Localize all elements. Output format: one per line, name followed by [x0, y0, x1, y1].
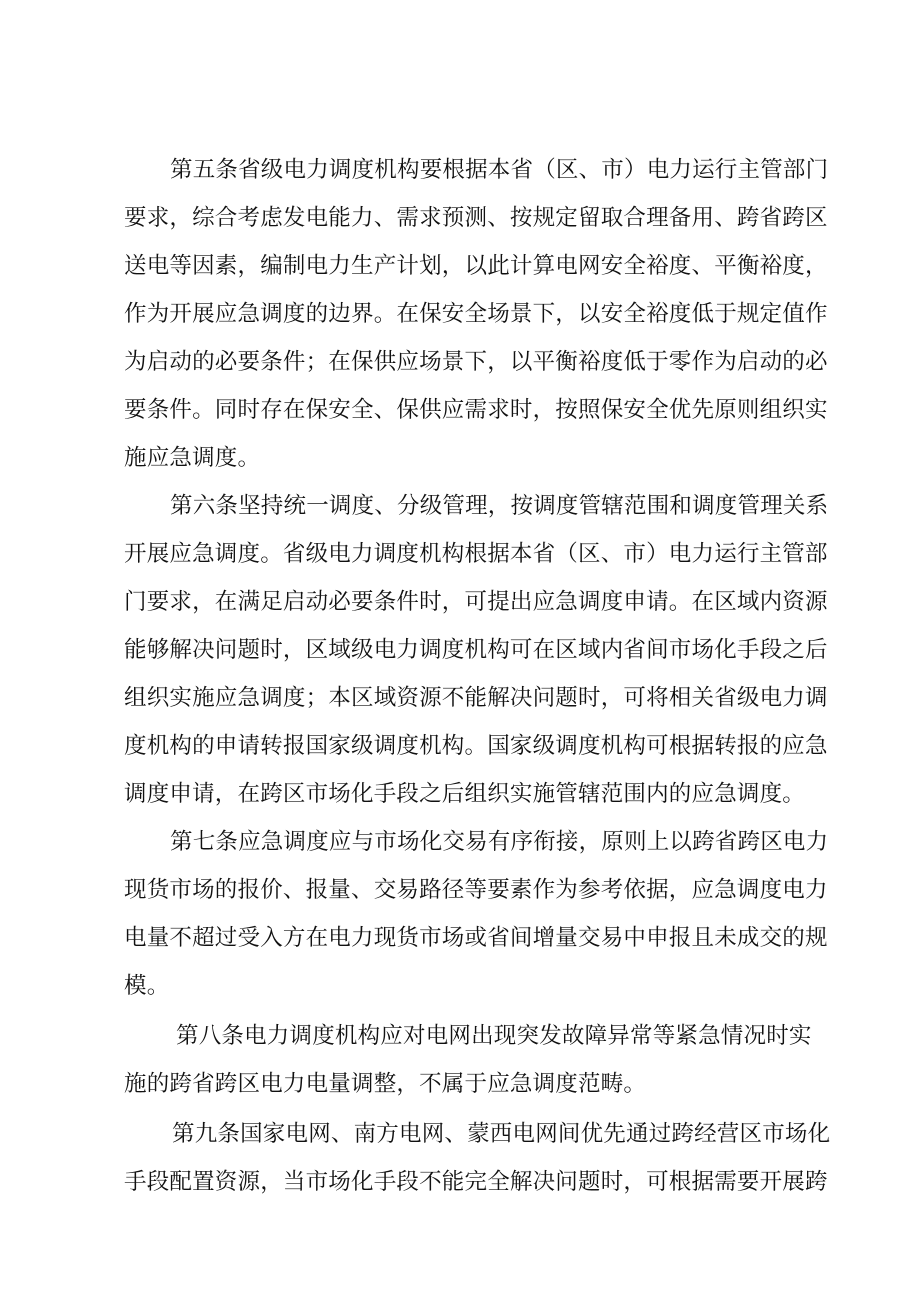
text-line: 组织实施应急调度；本区域资源不能解决问题时，可将相关省级电力调	[124, 685, 828, 711]
text-line: 第六条坚持统一调度、分级管理，按调度管辖范围和调度管理关系	[170, 493, 829, 519]
text-line: 能够解决问题时，区域级电力调度机构可在区域内省间市场化手段之后	[124, 637, 828, 663]
text-line: 开展应急调度。省级电力调度机构根据本省（区、市）电力运行主管部	[124, 541, 828, 567]
text-line: 第九条国家电网、南方电网、蒙西电网间优先通过跨经营区市场化	[172, 1121, 831, 1147]
text-line: 电量不超过受入方在电力现货市场或省间增量交易中申报且未成交的规	[124, 925, 828, 951]
text-line: 要求，综合考虑发电能力、需求预测、按规定留取合理备用、跨省跨区	[124, 205, 828, 231]
text-line: 手段配置资源，当市场化手段不能完全解决问题时，可根据需要开展跨	[124, 1169, 828, 1195]
text-line: 作为开展应急调度的边界。在保安全场景下，以安全裕度低于规定值作	[124, 301, 828, 327]
text-line: 第七条应急调度应与市场化交易有序衔接，原则上以跨省跨区电力	[170, 829, 829, 855]
text-line: 施应急调度。	[124, 445, 261, 471]
text-line: 调度申请，在跨区市场化手段之后组织实施管辖范围内的应急调度。	[124, 781, 806, 807]
text-line: 第五条省级电力调度机构要根据本省（区、市）电力运行主管部门	[170, 157, 829, 183]
text-line: 现货市场的报价、报量、交易路径等要素作为参考依据，应急调度电力	[124, 877, 828, 903]
text-line: 为启动的必要条件；在保供应场景下，以平衡裕度低于零作为启动的必	[124, 349, 828, 375]
text-line: 度机构的申请转报国家级调度机构。国家级调度机构可根据转报的应急	[124, 733, 828, 759]
text-line: 施的跨省跨区电力电量调整，不属于应急调度范畴。	[124, 1071, 647, 1097]
text-line: 要条件。同时存在保安全、保供应需求时，按照保安全优先原则组织实	[124, 397, 828, 423]
text-line: 第八条电力调度机构应对电网出现突发故障异常等紧急情况时实	[176, 1023, 812, 1049]
text-line: 送电等因素，编制电力生产计划，以此计算电网安全裕度、平衡裕度，	[124, 253, 828, 279]
text-line: 模。	[124, 973, 170, 999]
text-line: 门要求，在满足启动必要条件时，可提出应急调度申请。在区域内资源	[124, 589, 828, 615]
